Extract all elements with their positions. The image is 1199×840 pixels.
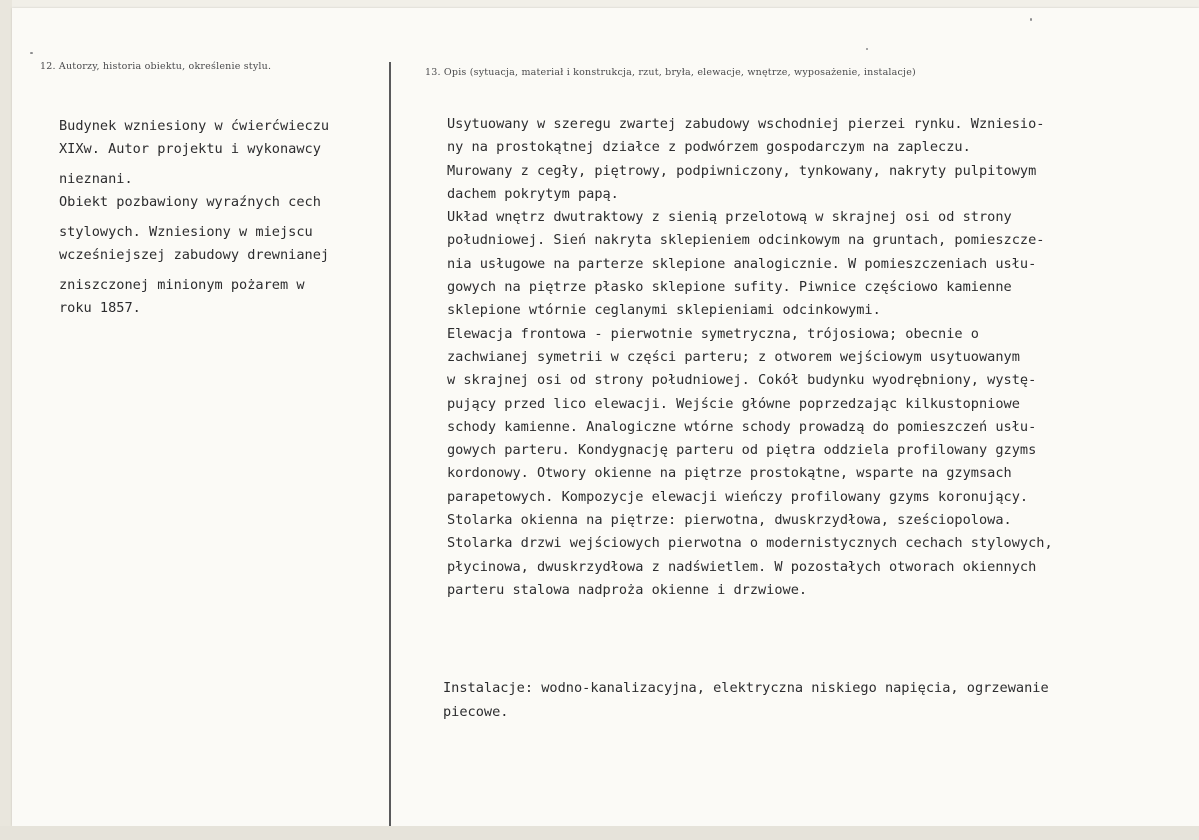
text-line: parapetowych. Kompozycje elewacji wieńczy profilowany gzyms koronujący. — [447, 488, 1029, 505]
text-line: zniszczonej minionym pożarem w — [59, 277, 305, 293]
text-line: gowych parteru. Kondygnację parteru od piętra oddziela profilowany gzyms — [447, 442, 1037, 459]
text-line: schody kamienne. Analogiczne wtórne schody prowadzą do pomieszczeń usłu- — [447, 418, 1037, 435]
scan-speck — [30, 52, 33, 54]
text-line: nieznani. — [59, 171, 133, 187]
text-line: wcześniejszej zabudowy drewnianej — [59, 247, 330, 263]
text-line: stylowych. Wzniesiony w miejscu — [59, 224, 313, 240]
text-line: pujący przed lico elewacji. Wejście główne poprzedzając kilkustopniowe — [447, 395, 1020, 412]
text-line: płycinowa, dwuskrzydłowa z nadświetlem. W pozostałych otworach okiennych — [447, 558, 1037, 575]
text-line: sklepione wtórnie ceglanymi sklepieniami odcinkowymi. — [447, 302, 881, 319]
scan-speck — [866, 48, 868, 50]
column-divider — [389, 62, 391, 826]
text-line: Stolarka okienna na piętrze: pierwotna, dwuskrzydłowa, sześciopolowa. — [447, 512, 1012, 529]
text-line: Budynek wzniesiony w ćwierćwieczu — [59, 118, 330, 134]
scan-left-edge — [0, 0, 12, 840]
section-12-caption: 12. Autorzy, historia obiektu, określenie stylu. — [40, 61, 272, 72]
text-line: Układ wnętrz dwutraktowy z sienią przelotową w skrajnej osi od strony — [447, 209, 1012, 226]
text-line: gowych na piętrze płasko sklepione sufity. Piwnice częściowo kamienne — [447, 279, 1012, 296]
scan-speck — [1030, 18, 1032, 21]
text-line: kordonowy. Otwory okienne na piętrze prostokątne, wsparte na gzymsach — [447, 465, 1012, 482]
text-line: Stolarka drzwi wejściowych pierwotna o modernistycznych cechach stylowych, — [447, 535, 1053, 552]
text-line: Instalacje: wodno-kanalizacyjna, elektryczna niskiego napięcia, ogrzewanie — [443, 680, 1049, 696]
text-line: Murowany z cegły, piętrowy, podpiwniczony, tynkowany, nakryty pulpitowym — [447, 162, 1037, 179]
text-line: w skrajnej osi od strony południowej. Cokół budynku wyodrębniony, wystę- — [447, 372, 1037, 389]
section-13-caption: 13. Opis (sytuacja, materiał i konstrukcja, rzut, bryła, elewacje, wnętrze, wyposażenie, instalacje) — [425, 67, 916, 78]
text-line: roku 1857. — [59, 300, 141, 316]
text-line: Elewacja frontowa - pierwotnie symetryczna, trójosiowa; obecnie o — [447, 325, 979, 342]
installations-text — [443, 676, 1193, 724]
text-line: piecowe. — [443, 704, 509, 720]
text-line: południowej. Sień nakryta sklepieniem odcinkowym na gruntach, pomieszcze- — [447, 232, 1045, 249]
authors-history-style-text — [59, 115, 384, 320]
text-line: Obiekt pozbawiony wyraźnych cech — [59, 194, 321, 210]
text-line: parteru stalowa nadproża okienne i drzwiowe. — [447, 581, 808, 598]
text-line: ny na prostokątnej działce z podwórzem gospodarczym na zapleczu. — [447, 139, 971, 156]
text-line: nia usługowe na parterze sklepione analogicznie. W pomieszczeniach usłu- — [447, 255, 1037, 272]
text-line: zachwianej symetrii w części parteru; z otworem wejściowym usytuowanym — [447, 348, 1020, 365]
text-line: XIXw. Autor projektu i wykonawcy — [59, 141, 321, 157]
description-text — [447, 113, 1187, 602]
scan-bottom-edge — [0, 826, 1199, 840]
text-line: dachem pokrytym papą. — [447, 185, 619, 202]
text-line: Usytuowany w szeregu zwartej zabudowy wschodniej pierzei rynku. Wzniesio- — [447, 116, 1045, 132]
